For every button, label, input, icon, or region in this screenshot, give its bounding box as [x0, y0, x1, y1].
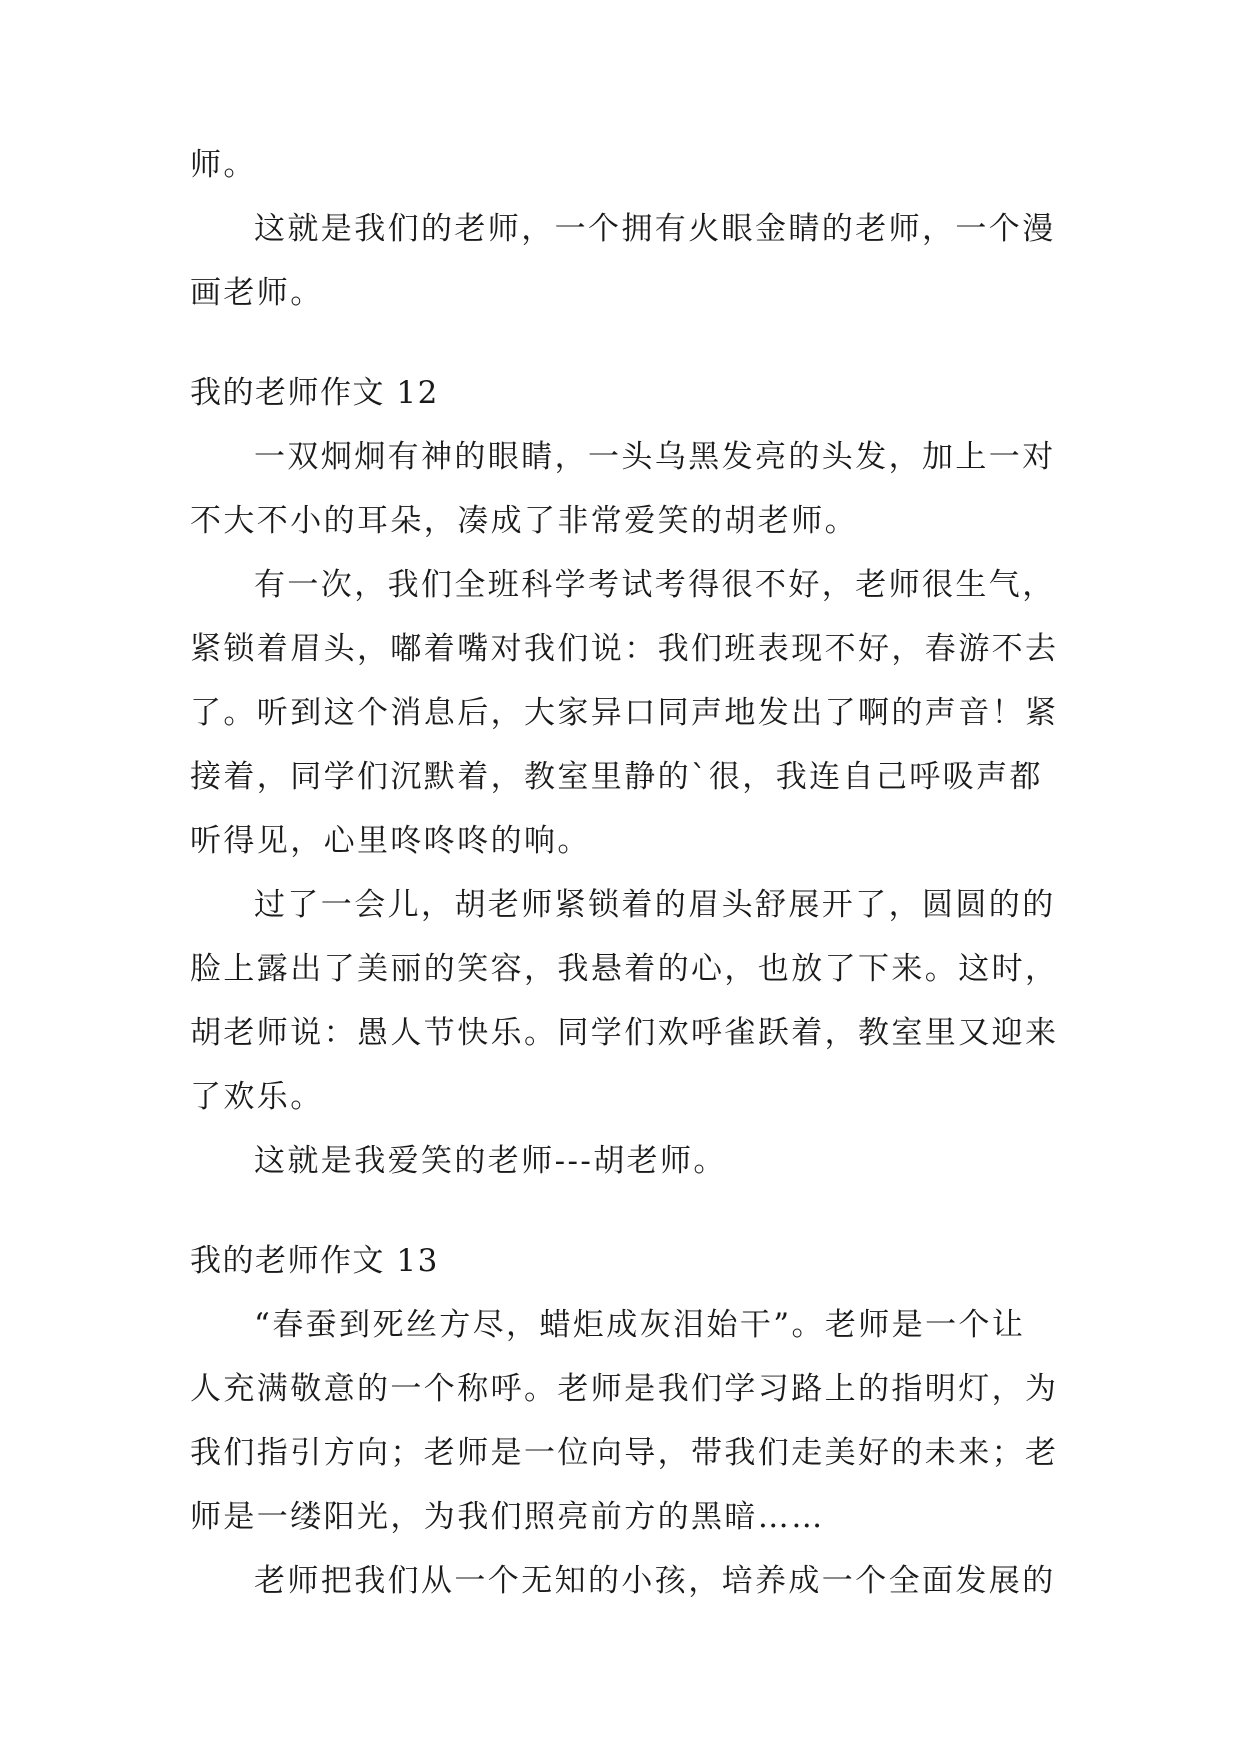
paragraph-line: 紧锁着眉头，嘟着嘴对我们说：我们班表现不好，春游不去 [190, 631, 1059, 667]
paragraph-line: 接着，同学们沉默着，教室里静的`很，我连自己呼吸声都 [190, 759, 1043, 795]
paragraph-line: 人充满敬意的一个称呼。老师是我们学习路上的指明灯，为 [190, 1371, 1059, 1407]
paragraph-first-line: 老师把我们从一个无知的小孩，培养成一个全面发展的 [254, 1563, 1056, 1599]
section-spacer [190, 325, 1060, 361]
paragraph-first-line: 这就是我爱笑的老师---胡老师。 [254, 1143, 727, 1179]
paragraph-line: 师是一缕阳光，为我们照亮前方的黑暗…… [190, 1499, 825, 1535]
paragraph-line: 我们指引方向；老师是一位向导，带我们走美好的未来；老 [190, 1435, 1059, 1471]
paragraph-first-line: 有一次，我们全班科学考试考得很不好，老师很生气， [254, 567, 1056, 603]
essay-body [190, 133, 1060, 1613]
paragraph-first-line: “春蚕到死丝方尽，蜡炬成灰泪始干”。老师是一个让 [254, 1307, 1026, 1343]
paragraph-line: 不大不小的耳朵，凑成了非常爱笑的胡老师。 [190, 503, 858, 539]
paragraph-line: 听得见，心里咚咚咚的响。 [190, 823, 591, 859]
paragraph-line: 胡老师说：愚人节快乐。同学们欢呼雀跃着，教室里又迎来 [190, 1015, 1059, 1051]
section-spacer [190, 1193, 1060, 1229]
paragraph-first-line: 过了一会儿，胡老师紧锁着的眉头舒展开了，圆圆的的 [254, 887, 1056, 923]
paragraph-line: 师。 [190, 147, 257, 183]
paragraph-line: 脸上露出了美丽的笑容，我悬着的心，也放了下来。这时， [190, 951, 1059, 987]
paragraph-first-line: 这就是我们的老师，一个拥有火眼金睛的老师，一个漫 [254, 211, 1056, 247]
paragraph-line: 了欢乐。 [190, 1079, 324, 1115]
paragraph-line: 了。听到这个消息后，大家异口同声地发出了啊的声音！紧 [190, 695, 1059, 731]
essay-heading: 我的老师作文 12 [190, 375, 439, 411]
paragraph-first-line: 一双炯炯有神的眼睛，一头乌黑发亮的头发，加上一对 [254, 439, 1056, 475]
paragraph-line: 画老师。 [190, 275, 324, 311]
essay-heading: 我的老师作文 13 [190, 1243, 439, 1279]
